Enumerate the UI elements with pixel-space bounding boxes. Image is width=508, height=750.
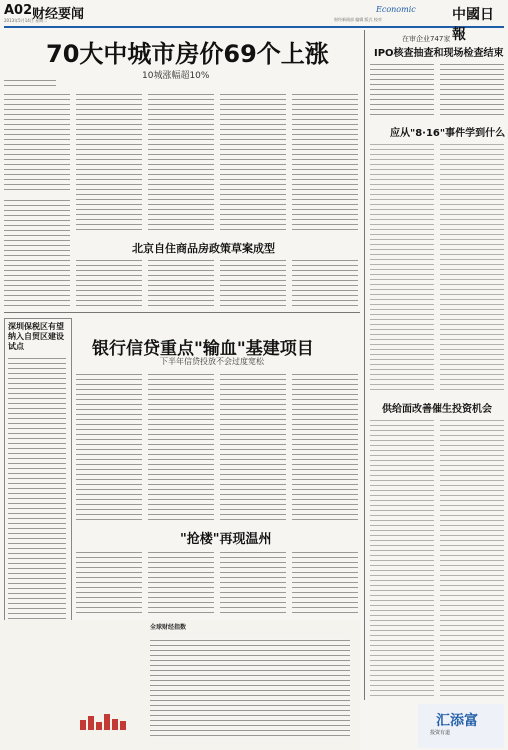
main-col-5 xyxy=(292,92,358,232)
chart-bar xyxy=(88,716,94,730)
right-low-headline: 供给面改善催生投资机会 xyxy=(382,404,492,415)
chart-bar xyxy=(104,714,110,730)
chart-title: 全球财经指数 xyxy=(150,624,187,631)
main-col-2 xyxy=(76,92,142,232)
ad-brand: 汇添富 xyxy=(436,713,478,729)
story4-col-3 xyxy=(220,550,286,616)
story2-col-1 xyxy=(76,258,142,308)
story3-col-3 xyxy=(220,372,286,520)
right-mid-col-1 xyxy=(370,142,434,392)
main-subhead: 10城涨幅超10% xyxy=(142,71,210,81)
right-top-headline: IPO核查抽查和现场检查结束 xyxy=(374,48,504,59)
story4-col-2 xyxy=(148,550,214,616)
story2-col-2 xyxy=(148,258,214,308)
left-sidebar-text xyxy=(8,356,66,656)
advertisement xyxy=(418,704,504,748)
story2-col-4 xyxy=(292,258,358,308)
main-col-1b xyxy=(4,198,70,308)
story3-headline: 银行信贷重点"输血"基建项目 xyxy=(92,339,314,359)
byline xyxy=(4,78,56,88)
paper-logo: 中國日報 xyxy=(452,7,494,43)
header-meta: 财经新闻部 编辑 版式 校对 xyxy=(334,17,382,22)
market-table xyxy=(150,638,350,738)
story4-headline: "抢楼"再现温州 xyxy=(180,532,272,547)
main-headline: 70大中城市房价69个上涨 xyxy=(46,40,329,68)
story3-col-1 xyxy=(76,372,142,520)
main-col-1 xyxy=(4,92,70,194)
chart-bar xyxy=(112,719,118,730)
chart-bar xyxy=(80,720,86,730)
story4-col-4 xyxy=(292,550,358,616)
chart-bar xyxy=(96,722,102,730)
right-top-col-2 xyxy=(440,62,504,118)
story3-subhead: 下半年信贷投放不会过度宽松 xyxy=(160,357,264,366)
story3-col-2 xyxy=(148,372,214,520)
divider xyxy=(4,312,360,313)
right-low-col-1 xyxy=(370,418,434,698)
header-econ: Economic xyxy=(376,5,416,14)
story2-headline: 北京自住商品房政策草案成型 xyxy=(132,242,275,255)
right-low-col-2 xyxy=(440,418,504,698)
section-name: 财经要闻 xyxy=(32,7,85,22)
right-mid-col-2 xyxy=(440,142,504,392)
story2-col-3 xyxy=(220,258,286,308)
page-code: A02 xyxy=(4,3,33,18)
story4-col-1 xyxy=(76,550,142,616)
right-column-rule xyxy=(364,30,365,700)
left-sidebar-title: 深圳保税区有望纳入自贸区建设试点 xyxy=(8,322,64,351)
header-date: 2013年5月14日 星期二 xyxy=(4,18,48,23)
ad-slogan: 投资有道 xyxy=(430,730,451,736)
market-chart xyxy=(0,620,360,750)
story3-col-4 xyxy=(292,372,358,520)
main-col-3 xyxy=(148,92,214,232)
right-top-col-1 xyxy=(370,62,434,118)
right-mid-headline: 应从"8·16"事件学到什么 xyxy=(390,128,506,139)
right-top-kicker: 在审企业747家 xyxy=(402,35,451,43)
main-col-4 xyxy=(220,92,286,232)
chart-bar xyxy=(120,721,126,730)
